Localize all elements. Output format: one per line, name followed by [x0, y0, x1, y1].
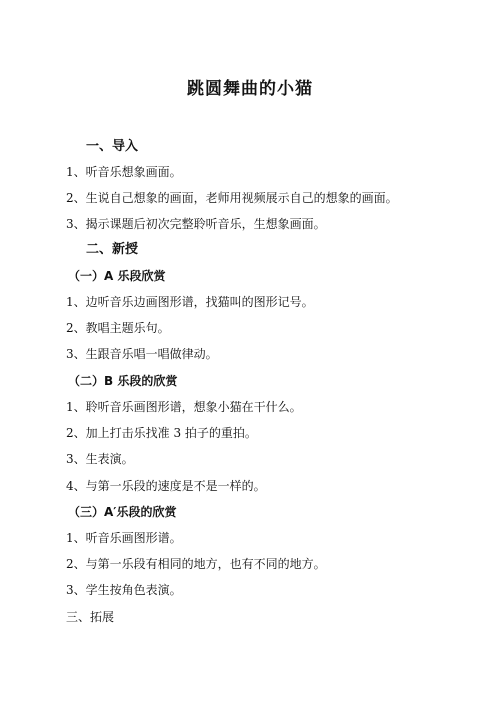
- part-b-item-3: 3、生表演。: [66, 452, 134, 466]
- part-b-item-1: 1、聆听音乐画图形谱，想象小猫在干什么。: [66, 400, 302, 414]
- part-a-item-3: 3、生跟音乐唱一唱做律动。: [66, 347, 218, 361]
- part-a2-item-2: 2、与第一乐段有相同的地方，也有不同的地方。: [66, 557, 326, 571]
- part-a2-item-3: 3、学生按角色表演。: [66, 583, 182, 597]
- subsection-heading-a2: （三）A′乐段的欣赏: [68, 505, 177, 519]
- section-heading-extend: 三、拓展: [66, 610, 115, 624]
- section-heading-intro: 一、导入: [86, 139, 139, 154]
- document-title: 跳圆舞曲的小猫: [187, 79, 313, 99]
- section-heading-new: 二、新授: [86, 242, 139, 257]
- subsection-heading-b: （二）B 乐段的欣赏: [68, 374, 178, 388]
- intro-item-3: 3、揭示课题后初次完整聆听音乐，生想象画面。: [66, 217, 326, 231]
- part-a-item-2: 2、教唱主题乐句。: [66, 321, 170, 335]
- intro-item-1: 1、听音乐想象画面。: [66, 165, 182, 179]
- part-a2-item-1: 1、听音乐画图形谱。: [66, 531, 182, 545]
- intro-item-2: 2、生说自己想象的画面，老师用视频展示自己的想象的画面。: [66, 191, 398, 205]
- part-a-item-1: 1、边听音乐边画图形谱，找猫叫的图形记号。: [66, 295, 314, 309]
- part-b-item-4: 4、与第一乐段的速度是不是一样的。: [66, 479, 266, 493]
- subsection-heading-a: （一）A 乐段欣赏: [68, 269, 166, 283]
- part-b-item-2: 2、加上打击乐找准 3 拍子的重拍。: [66, 426, 257, 440]
